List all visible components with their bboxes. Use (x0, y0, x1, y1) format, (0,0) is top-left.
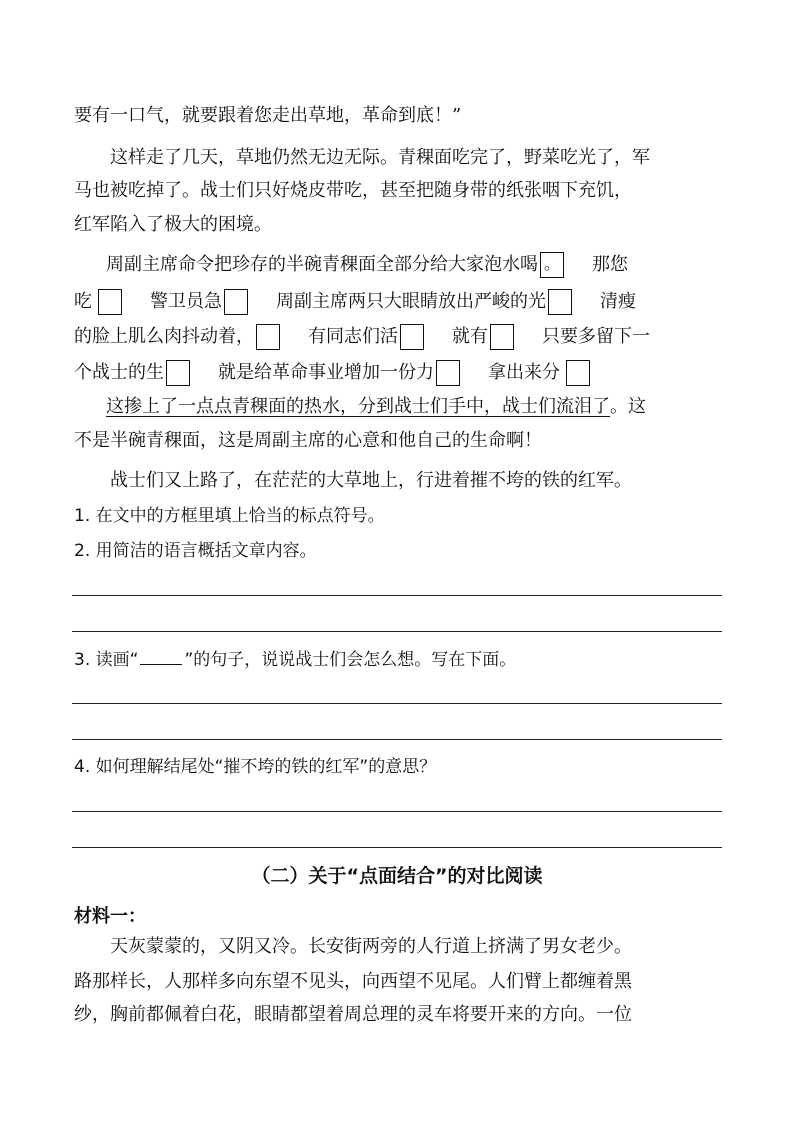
material-line-3: 纱，胸前都佩着白花，眼睛都望着周总理的灵车将要开来的方向。一位 (74, 1004, 632, 1025)
story-line-6 (74, 289, 734, 315)
underlined-sentence: 这掺上了一点点青稞面的热水，分到战士们手中，战士们流泪了 (106, 396, 610, 417)
story-text: 清瘦 (600, 291, 636, 312)
punctuation-box-5[interactable] (256, 324, 280, 350)
story-line-5 (74, 252, 766, 278)
story-text: 只要多留下一 (542, 326, 650, 347)
question-3-text: 3. 读画“ (74, 650, 139, 670)
story-line-9 (74, 397, 766, 417)
story-text: 就有 (452, 326, 488, 347)
story-text: 吃 (74, 291, 92, 312)
punctuation-box-6[interactable] (400, 324, 424, 350)
material-line-2: 路那样长，人那样多向东望不见头，向西望不见尾。人们臂上都缠着黑 (74, 971, 632, 992)
punctuation-box-1[interactable]: 。 (540, 252, 564, 278)
answer-line-q4-1[interactable] (72, 811, 722, 812)
story-text: 拿出来分 (488, 362, 560, 383)
story-text: 周副主席两只大眼睛放出严峻的光 (276, 291, 546, 312)
question-3 (74, 650, 516, 670)
story-text: 警卫员急 (150, 291, 222, 312)
punctuation-box-4[interactable] (548, 289, 572, 315)
story-text: 个战士的生 (74, 362, 164, 383)
story-text: 有同志们活 (308, 326, 398, 347)
answer-line-q3-2[interactable] (72, 739, 722, 740)
story-text: 。这 (610, 396, 646, 417)
punctuation-box-3[interactable] (224, 289, 248, 315)
story-line-7 (74, 324, 734, 350)
story-line-2: 这样走了几天，草地仍然无边无际。青稞面吃完了，野菜吃光了，军 (110, 147, 650, 168)
underline-sample (140, 650, 182, 665)
story-text: 那您 (592, 254, 628, 275)
story-line-11: 战士们又上路了，在茫茫的大草地上，行进着摧不垮的铁的红军。 (110, 470, 632, 491)
story-text: 就是给革命事业增加一份力 (218, 362, 434, 383)
punctuation-box-9[interactable] (436, 360, 460, 386)
question-3-text: ”的句子，说说战士们会怎么想。写在下面。 (184, 650, 517, 670)
question-2: 2. 用简洁的语言概括文章内容。 (74, 541, 317, 561)
story-line-1: 要有一口气，就要跟着您走出草地，革命到底！” (74, 105, 462, 126)
punctuation-box-8[interactable] (166, 360, 190, 386)
material-line-1: 天灰蒙蒙的，又阴又冷。长安街两旁的人行道上挤满了男女老少。 (110, 936, 632, 957)
punctuation-box-10[interactable] (566, 360, 590, 386)
material-label: 材料一： (74, 906, 146, 927)
question-4: 4. 如何理解结尾处“摧不垮的铁的红军”的意思？ (74, 757, 437, 777)
story-text: 的脸上肌么肉抖动着， (74, 326, 254, 347)
punctuation-box-7[interactable] (490, 324, 514, 350)
story-text: 周副主席命令把珍存的半碗青稞面全部分给大家泡水喝 (106, 254, 538, 275)
story-line-8 (74, 360, 734, 386)
section-title: （二）关于“点面结合”的对比阅读 (251, 865, 543, 887)
answer-line-q3-1[interactable] (72, 703, 722, 704)
story-line-10: 不是半碗青稞面，这是周副主席的心意和他自己的生命啊！ (74, 430, 542, 451)
punctuation-box-2[interactable] (98, 289, 122, 315)
story-line-4: 红军陷入了极大的困境。 (74, 214, 272, 235)
answer-line-q2-1[interactable] (72, 595, 722, 596)
answer-line-q2-2[interactable] (72, 631, 722, 632)
question-1: 1. 在文中的方框里填上恰当的标点符号。 (74, 506, 385, 526)
story-line-3: 马也被吃掉了。战士们只好烧皮带吃，甚至把随身带的纸张咽下充饥， (74, 180, 632, 201)
answer-line-q4-2[interactable] (72, 847, 722, 848)
